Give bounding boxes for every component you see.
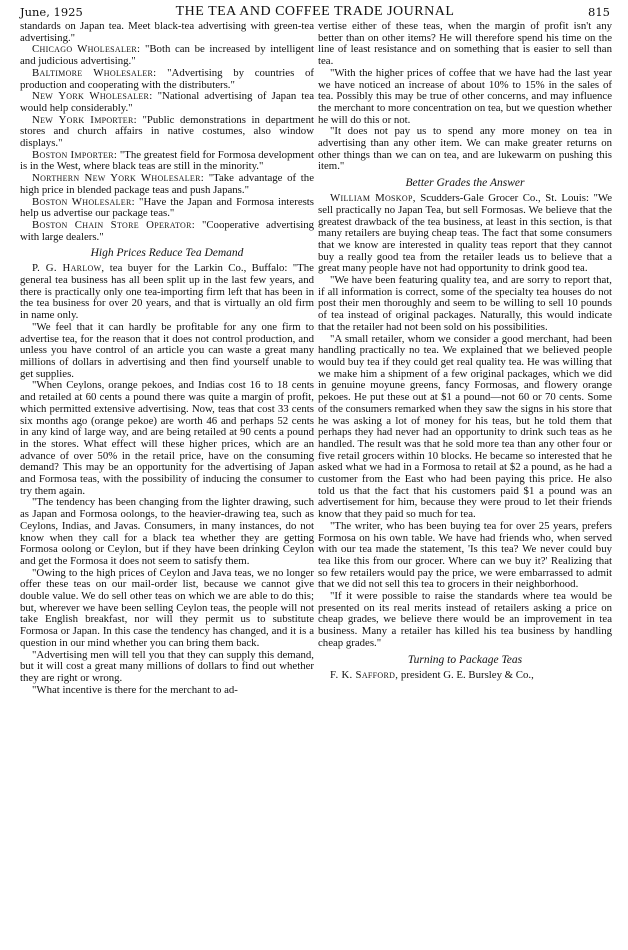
left-column (20, 21, 314, 947)
paragraph (20, 91, 314, 114)
paragraph (20, 220, 314, 243)
quote-text: "Public demonstrations in department stores and church affairs in native costumes, also window displays." (20, 113, 314, 150)
section-heading: High Prices Reduce Tea Demand (90, 247, 244, 260)
paragraph (20, 263, 314, 322)
paragraph (20, 68, 314, 91)
paragraph: "The writer, who has been buying tea for over 25 years, prefers Formosa on his own table. We have had friends who, when served with our tea made the statement, 'Is this tea? We never could buy tea like this from our grocer. Where can we buy it?' Realizing that so few retailers would pay the price, we were embarrassed to admit that we did not sell this tea to grocers in their neighborhood. (318, 519, 612, 591)
paragraph: "Advertising men will tell you that they can supply this demand, but it will cost a great many millions of dollars to find out whether they are right or wrong. (20, 648, 314, 684)
paragraph: standards on Japan tea. Meet black-tea advertising with green-tea advertising." (20, 21, 314, 44)
speaker-name: New York Importer: (32, 113, 137, 126)
journal-title: THE TEA AND COFFEE TRADE JOURNAL (175, 4, 455, 19)
speaker-name: Boston Chain Store Operator: (32, 218, 196, 231)
quote-text: "Advertising by countries of production and cooperating with the distributers." (20, 66, 314, 91)
paragraph: "Owing to the high prices of Ceylon and Java teas, we no longer offer these teas on our mail-order list, because we cannot give double value. We do sell other teas on which we are able to do this; but, wherever we have been selling Ceylon teas, the people will not take English breakfast, nor will they permit us to substitute Formosa or Japan. In this case the tendency has changed, and it is a question in our mind whether you can bring them back. (20, 566, 314, 649)
speaker-name: Northern New York Wholesaler: (32, 172, 205, 185)
speaker-name: New York Wholesaler: (32, 90, 153, 103)
quote-text: "Have the Japan and Formosa interests help us advertise our package teas." (20, 195, 314, 220)
speaker-name: Boston Wholesaler: (32, 195, 135, 208)
paragraph: vertise either of these teas, when the margin of profit isn't any better than on other items? He will therefore spend his time on the line of least resistance and on something that is easier to sell than tea. (318, 21, 612, 68)
quote-text: "Take advantage of the high price in blended package teas and push Japans." (20, 172, 314, 196)
issue-date: June, 1925 (20, 5, 83, 19)
paragraph: "What incentive is there for the merchant to ad- (32, 683, 238, 696)
quote-text: "Cooperative advertising with large dealers." (20, 218, 314, 243)
paragraph: "The tendency has been changing from the lighter drawing, such as Japan and Formosa oolongs, to the heavier-drawing tea, such as Ceylons, Indias, and Javas. Consumers, in many instances, do not know when they call for a black tea whether they are getting Formosa oolong or Ceylon, but if they have been drinking Ceylon and get the Formosa it does not seem to satisfy them. (20, 496, 314, 567)
paragraph: "When Ceylons, orange pekoes, and Indias cost 16 to 18 cents and retailed at 60 cents a pound there was quite a margin of profit, which permitted extensive advertising. Now, teas that cost 33 cents six months ago (orange pekoe) are worth 46 and perhaps 52 cents in any kind of large way, and are being retailed at 90 cents a pound in the stores. What effect will these higher prices, which are an advance of over 50% in the retail price, have on the consuming demand? This may be an opportunity for the advertising of Japan and Formosa teas, with the possibility of inducing the consumer to try them again. (20, 379, 314, 497)
speaker-name: Boston Importer: (32, 148, 118, 161)
paragraph: "A small retailer, whom we consider a good merchant, had been handling practically no tea. We explained that we believed people would buy tea if they could get real quality tea. He was willing that we make him a shipment of a few original packages, which we did in genuine moyune greens, fancy Formosas, and flowery orange pekoes. He put these out at $1 a pound—not 60 or 70 cents. Some of the consumers remarked when they saw the signs in his store that he was asking a lot of money for his teas, but he told them that perhaps they had never had an opportunity to drink such teas as he handled. The result was that he sold more tea than any other four or five retail grocers within 10 blocks. He became so interested that he asked what we had in a Formosa to retail at $2 a pound, as he had a customer from the East who had been paying this price. He also told us that the fact that his customers paid $1 a pound was an advertisement for him, because they were proud to let their friends know that they paid so much for tea. (318, 332, 612, 521)
section-heading: Turning to Package Teas (407, 653, 523, 666)
quote-text: "National advertising of Japan tea would help considerably." (20, 90, 314, 114)
paragraph (20, 197, 314, 220)
paragraph (318, 670, 612, 682)
paragraph (20, 44, 314, 67)
paragraph: "If it were possible to raise the standards where tea would be presented on its real merits instead of retailers asking a price on cheap grades, we believe there would be an improvement in tea business. Many a retailer has killed his tea business by handling cheap grades." (318, 590, 612, 649)
speaker-name: P. G. Harlow, (32, 262, 105, 275)
speaker-name: Chicago Wholesaler: (32, 43, 141, 56)
page-number: 815 (588, 5, 610, 19)
paragraph (20, 150, 314, 173)
quote-text: "Both can be increased by intelligent and judicious advertising." (20, 43, 314, 68)
paragraph (318, 193, 612, 275)
quote-text: Scudders-Gale Grocer Co., St. Louis: "We sell practically no Japan Tea, but sell Formosas. We believe that the greatest drawback of the tea business, at least in this section, is that many retailers are buying cheap teas. The fact that some consumers that we know are interested in quality teas report that they cannot buy a really good tea from the retailer leads us to believe that a great many people have not had opportunity to drink good tea. (318, 192, 612, 275)
paragraph: "It does not pay us to spend any more money on tea in advertising than any other item. We can make greater returns on other things than we can on tea, and are lukewarm on pushing this item." (318, 125, 612, 173)
paragraph: "We have been featuring quality tea, and are sorry to report that, if all information is correct, some of the specialty tea houses do not post their men thoroughly and seem to be willing to sell 10 pounds of tea instead of original packages. Naturally, this would indicate that the retailer had not been sold on his possibilities. (318, 274, 612, 333)
paragraph (20, 115, 314, 150)
page-header (20, 4, 610, 20)
section-heading: Better Grades the Answer (405, 177, 525, 190)
paragraph: "We feel that it can hardly be profitable for any one firm to advertise tea, for the reason that it does not control production, and unless you have control of an article you can waste a great many millions of dollars in advertising and then find yourself unable to get supplies. (20, 320, 314, 380)
paragraph (20, 173, 314, 196)
speaker-name: William Moskop, (330, 192, 416, 205)
speaker-name: F. K. Safford, (330, 668, 399, 681)
quote-text: "The greatest field for Formosa development is in the West, where black teas are still in the minority." (20, 148, 314, 173)
paragraph: "With the higher prices of coffee that we have had the last year we have noticed an increase of about 10% to 15% in the sales of tea. Possibly this may be true of other concerns, and may influence the merchant to more concentration on tea, but we question whether he will do this or not. (318, 66, 612, 126)
right-column (318, 21, 612, 947)
quote-text: tea buyer for the Larkin Co., Buffalo: "The general tea business has all been split up in the last few years, and there is practically only one tea-importing firm left that has been in the tea business for over 20 years, and that is virtually an old firm in name only. (20, 262, 314, 322)
speaker-name: Baltimore Wholesaler: (32, 66, 157, 79)
quote-text: president G. E. Bursley & Co., (398, 668, 534, 681)
